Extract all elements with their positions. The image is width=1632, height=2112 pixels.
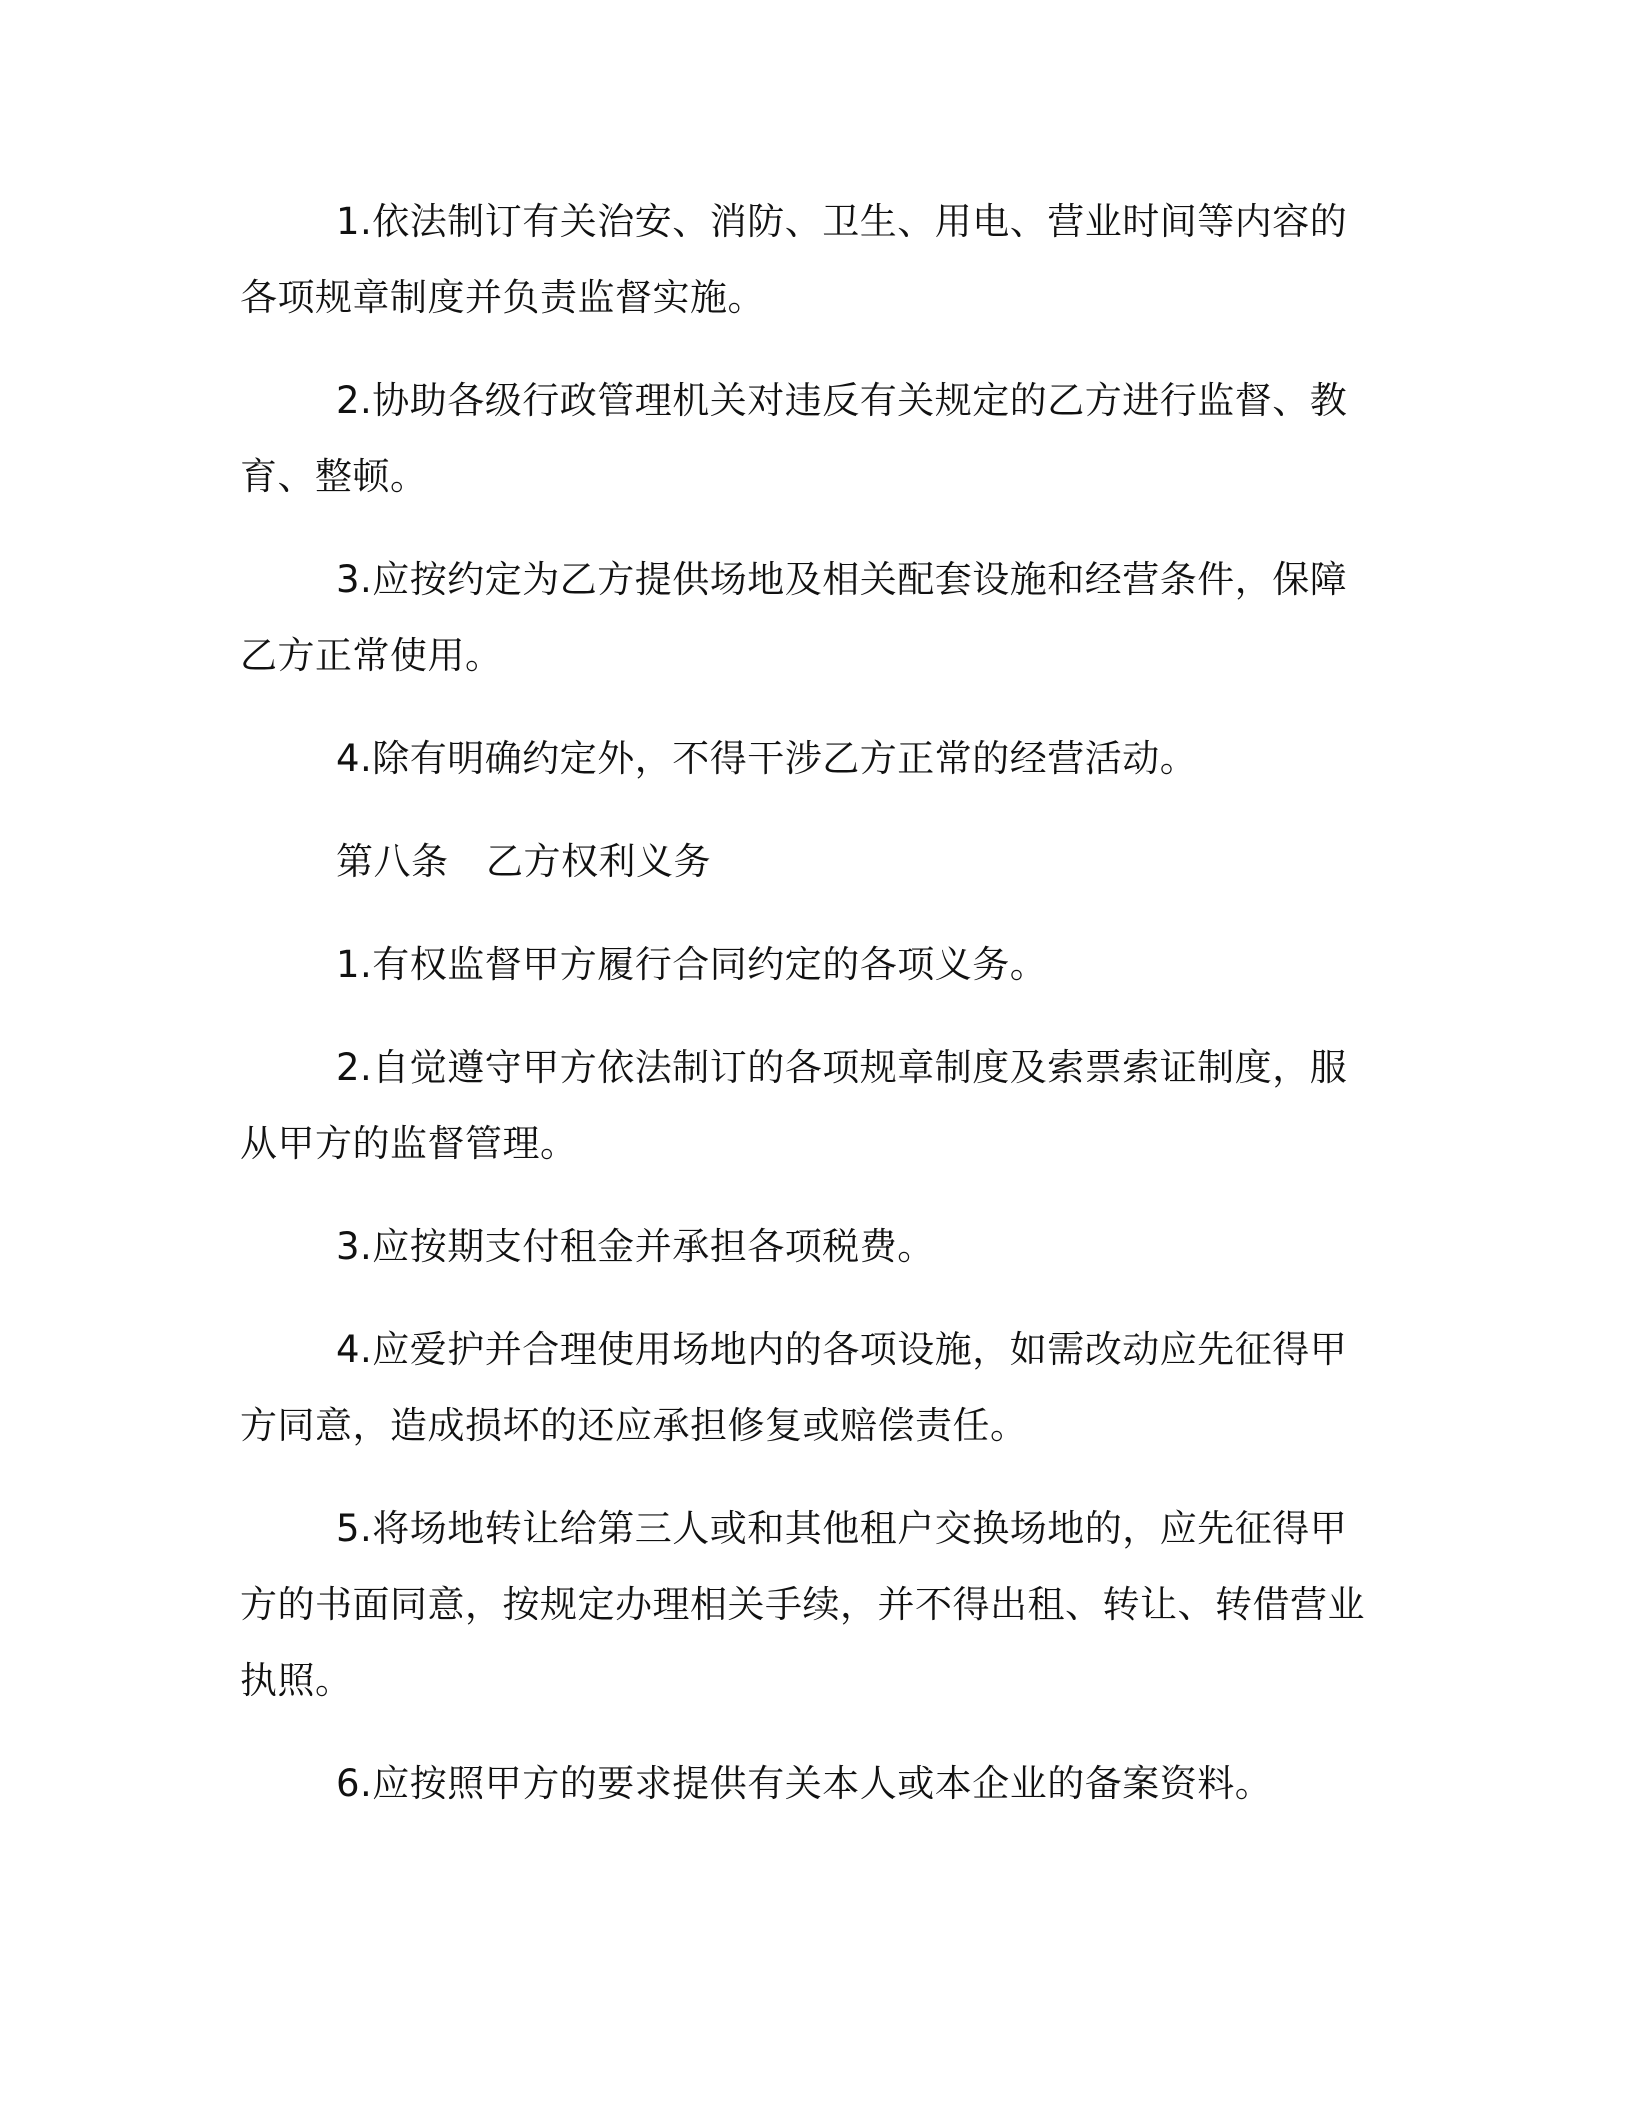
paragraph-obligation-3: 3.应按约定为乙方提供场地及相关配套设施和经营条件，保障乙方正常使用。 (240, 558, 1348, 677)
paragraph-right-6: 6.应按照甲方的要求提供有关本人或本企业的备案资料。 (336, 1762, 1273, 1805)
paragraph-right-4: 4.应爱护并合理使用场地内的各项设施，如需改动应先征得甲方同意，造成损坏的还应承担修复或赔偿责任。 (240, 1328, 1348, 1447)
paragraph-right-1: 1.有权监督甲方履行合同约定的各项义务。 (336, 943, 1048, 986)
document-body (240, 184, 1380, 1849)
paragraph-obligation-4: 4.除有明确约定外，不得干涉乙方正常的经营活动。 (336, 737, 1198, 780)
paragraph-obligation-2: 2.协助各级行政管理机关对违反有关规定的乙方进行监督、教育、整顿。 (240, 379, 1348, 498)
paragraph-obligation-1: 1.依法制订有关治安、消防、卫生、用电、营业时间等内容的各项规章制度并负责监督实施。 (240, 200, 1348, 319)
paragraph-right-3: 3.应按期支付租金并承担各项税费。 (336, 1225, 935, 1268)
paragraph-right-2: 2.自觉遵守甲方依法制订的各项规章制度及索票索证制度，服从甲方的监督管理。 (240, 1046, 1348, 1165)
section-heading: 第八条 乙方权利义务 (336, 840, 711, 883)
paragraph-right-5: 5.将场地转让给第三人或和其他租户交换场地的，应先征得甲方的书面同意，按规定办理相关手续，并不得出租、转让、转借营业执照。 (240, 1507, 1365, 1702)
